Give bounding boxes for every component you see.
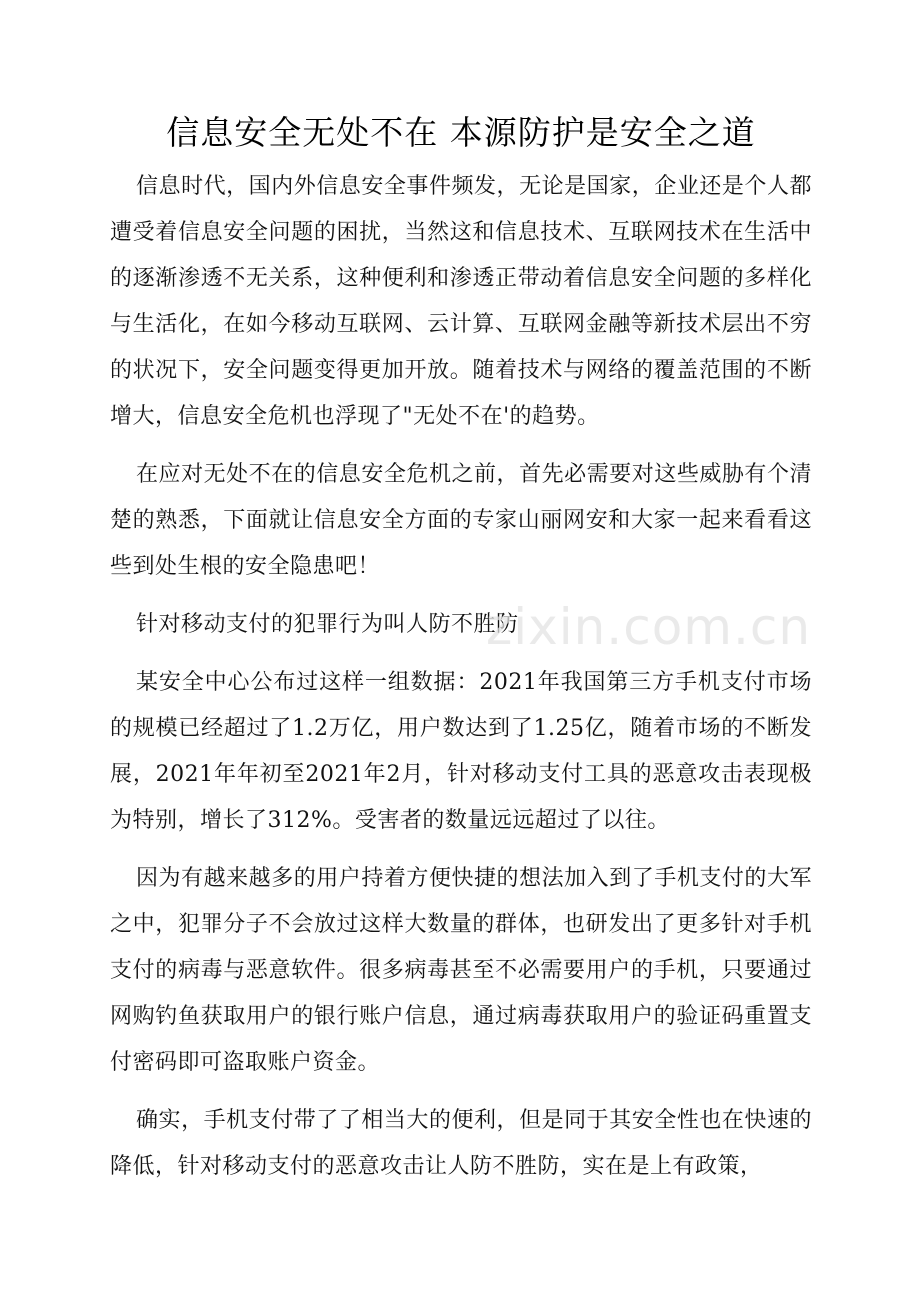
document-title: 信息安全无处不在 本源防护是安全之道	[166, 113, 756, 152]
section-heading-mobile-payment: 针对移动支付的犯罪行为叫人防不胜防	[136, 612, 519, 637]
paragraph-intro: 信息时代，国内外信息安全事件频发，无论是国家，企业还是个人都遭受着信息安全问题的困扰，当然这和信息技术、互联网技术在生活中的逐渐渗透不无关系，这种便利和渗透正带动着信息安全问题的多样化与生活化，在如今移动互联网、云计算、互联网金融等新技术层出不穷的状况下，安全问题变得更加开放。随着技术与网络的覆盖范围的不断增大，信息安全危机也浮现了"无处不在'的趋势。	[110, 174, 812, 429]
watermark-text: zixin.com.cn	[486, 598, 812, 656]
paragraph-convenience-risk: 确实，手机支付带了了相当大的便利，但是同于其安全性也在快速的降低，针对移动支付的恶意攻击让人防不胜防，实在是上有政策，	[110, 1108, 812, 1179]
paragraph-threat-awareness: 在应对无处不在的信息安全危机之前，首先必需要对这些威胁有个清楚的熟悉，下面就让信息安全方面的专家山丽网安和大家一起来看看这些到处生根的安全隐患吧！	[110, 462, 812, 579]
paragraph-malware: 因为有越来越多的用户持着方便快捷的想法加入到了手机支付的大军之中，犯罪分子不会放过这样大数量的群体，也研发出了更多针对手机支付的病毒与恶意软件。很多病毒甚至不必需要用户的手机，只要通过网购钓鱼获取用户的银行账户信息，通过病毒获取用户的验证码重置支付密码即可盗取账户资金。	[110, 866, 812, 1075]
paragraph-statistics: 某安全中心公布过这样一组数据：2021年我国第三方手机支付市场的规模已经超过了1.2万亿，用户数达到了1.25亿，随着市场的不断发展，2021年年初至2021年2月，针对移动支付工具的恶意攻击表现极为特别，增长了312%。受害者的数量远远超过了以往。	[110, 670, 812, 833]
